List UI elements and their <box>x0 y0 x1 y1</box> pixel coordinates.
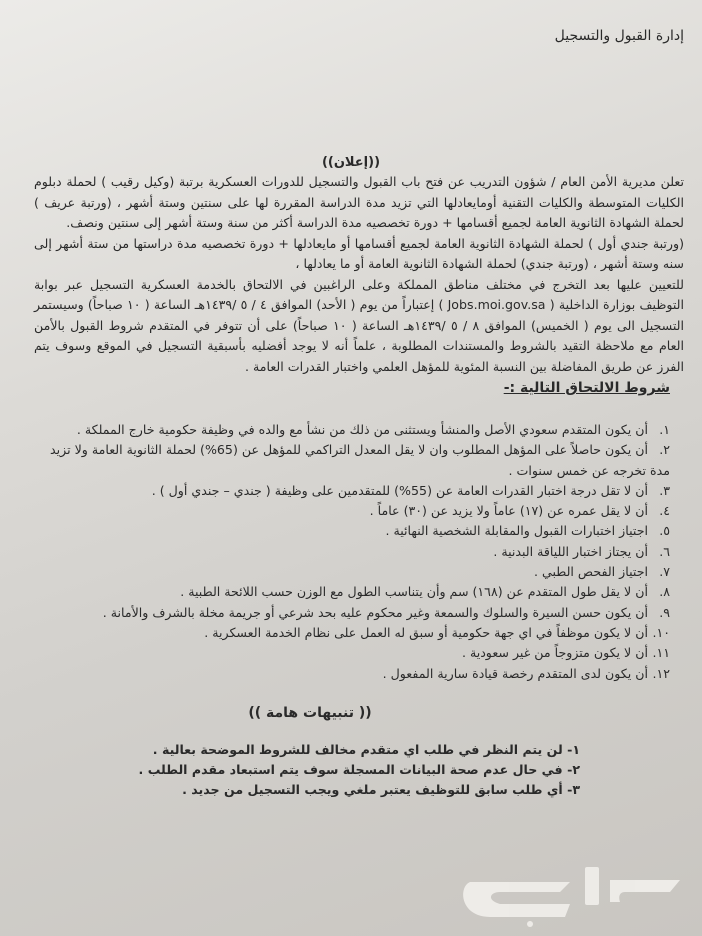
condition-item <box>30 643 670 663</box>
item-text: اجتياز اختبارات القبول والمقابلة الشخصية النهائية . <box>385 523 648 539</box>
conditions-heading: شروط الالتحاق التالية :- <box>503 380 670 396</box>
item-number: ٣- <box>567 782 580 797</box>
condition-item <box>30 481 670 501</box>
announcement-title: ((إعلان)) <box>321 155 381 170</box>
item-text: أن لا يقل عمره عن (١٧) عاماً ولا يزيد عن (٣٠) عاماً . <box>369 503 648 519</box>
item-number: ١٠. <box>652 624 670 640</box>
item-text: أن لا يقل طول المتقدم عن (١٦٨) سم وأن يتناسب الطول مع الوزن حسب اللائحة الطبية . <box>180 584 648 600</box>
condition-item <box>30 603 670 623</box>
conditions-list <box>30 420 670 684</box>
item-number: ١. <box>659 422 670 437</box>
item-number: ٦. <box>659 543 670 559</box>
announcement-body <box>34 172 684 377</box>
item-number: ٣. <box>659 482 670 498</box>
item-text: في حال عدم صحة البيانات المسجلة سوف يتم استبعاد مقدم الطلب . <box>138 762 563 777</box>
item-number: ٩. <box>659 604 670 620</box>
condition-item <box>30 623 670 643</box>
item-number: ١- <box>567 742 580 757</box>
item-text: أن يجتاز اختبار اللياقة البدنية . <box>493 543 648 559</box>
note-item <box>139 780 580 800</box>
intro-paragraph: تعلن مديرية الأمن العام / شؤون التدريب عن فتح باب القبول والتسجيل للدورات العسكرية برتبة (وكيل رقيب ) لحملة دبلوم الكليات المتوسطة والكليات التقنية أومايعادلها التي تزيد مدة الدراسة المقررة لها على سنتين وستة أشهر ، (ورتبة عريف ) لحملة الشهادة الثانوية العامة لجميع أقسامها + دورة تخصصيه مدة الدراسة أكثر من سنة وستة أشهر إلى سنتين ونصف. <box>34 174 684 230</box>
condition-item <box>30 582 670 602</box>
condition-item <box>30 420 670 440</box>
item-text: أن يكون حاصلاً على المؤهل المطلوب وان لا يقل المعدل التراكمي للمؤهل عن (65%) لحملة الثانوية العامة ولا تزيد مدة تخرجه عن خمس سنوات . <box>50 442 670 478</box>
condition-item <box>30 562 670 582</box>
note-item <box>139 740 580 760</box>
item-text: أي طلب سابق للتوظيف يعتبر ملغي ويجب التسجيل من جديد . <box>182 782 563 797</box>
intro-paragraph: للتعيين عليها بعد التخرج في مختلف مناطق المملكة وعلى الراغبين في الالتحاق بالخدمة العسكرية التسجيل عبر بوابة التوظيف بوزارة الداخلية ( Jobs.moi.gov.sa ) إعتباراً من يوم ( الأحد) الموافق ٤ / ٥ /١٤٣٩هـ الساعة ( ١٠ صباحاً) وسيستمر التسجيل الى يوم ( الخميس) الموافق ٨ / ٥ /١٤٣٩هـ الساعة ( ١٠ صباحاً) على أن تتوفر في المتقدم شروط القبول بالأمن العام مع ملاحظة التقيد بالشروط والمستندات المطلوبة ، علماً أنه لا يوجد أفضليه بأسبقية التسجيل في الموقع وسوف يتم الفرز عن طريق المفاضلة بين النسبة المئوية للمؤهل العلمي واختبار القدرات العامة . <box>34 276 685 374</box>
haraj-watermark-logo <box>460 862 685 927</box>
item-number: ٢- <box>567 762 580 777</box>
item-text: أن يكون المتقدم سعودي الأصل والمنشأ ويستثنى من ذلك من نشأ مع والده في وظيفة حكومية خارج المملكة . <box>76 422 648 437</box>
item-text: اجتياز الفحص الطبي . <box>533 564 648 580</box>
item-text: أن لا يكون موظفاً في اي جهة حكومية أو سبق له العمل على نظام الخدمة العسكرية . <box>204 624 648 640</box>
item-text: أن لا تقل درجة اختبار القدرات العامة عن (55%) للمتقدمين على وظيفة ( جندي – جندي أول ) . <box>151 482 648 498</box>
condition-item <box>30 542 670 562</box>
item-number: ١١. <box>652 645 670 661</box>
item-text: أن لا يكون متزوجاً من غير سعودية . <box>461 645 648 661</box>
item-number: ٧. <box>659 564 670 580</box>
condition-item <box>30 664 670 684</box>
notes-list <box>139 740 580 800</box>
notes-heading: (( تنبيهات هامة )) <box>248 705 372 721</box>
condition-item <box>30 440 670 481</box>
condition-item <box>30 501 670 521</box>
item-text: أن يكون حسن السيرة والسلوك والسمعة وغير محكوم عليه بحد شرعي أو جريمة مخلة بالشرف والأمانة . <box>102 604 648 620</box>
item-number: ٢. <box>659 442 670 458</box>
item-number: ٥. <box>659 523 670 539</box>
item-number: ١٢. <box>652 665 670 681</box>
intro-paragraph: (ورتبة جندي أول ) لحملة الشهادة الثانوية العامة لجميع أقسامها أو مايعادلها + دورة تخصصيه مدة دراستها من ستة أشهر إلى سنه وستة أشهر ، (ورتبة جندي) لحملة الشهادة الثانوية العامة أو ما يعادلها ، <box>34 235 684 271</box>
department-header: إدارة القبول والتسجيل <box>554 28 684 44</box>
item-text: لن يتم النظر في طلب اي متقدم مخالف للشروط الموضحة بعالية . <box>152 742 563 757</box>
item-text: أن يكون لدى المتقدم رخصة قيادة سارية المفعول . <box>382 665 648 681</box>
item-number: ٨. <box>659 584 670 600</box>
item-number: ٤. <box>659 503 670 519</box>
condition-item <box>30 521 670 541</box>
note-item <box>139 760 580 780</box>
